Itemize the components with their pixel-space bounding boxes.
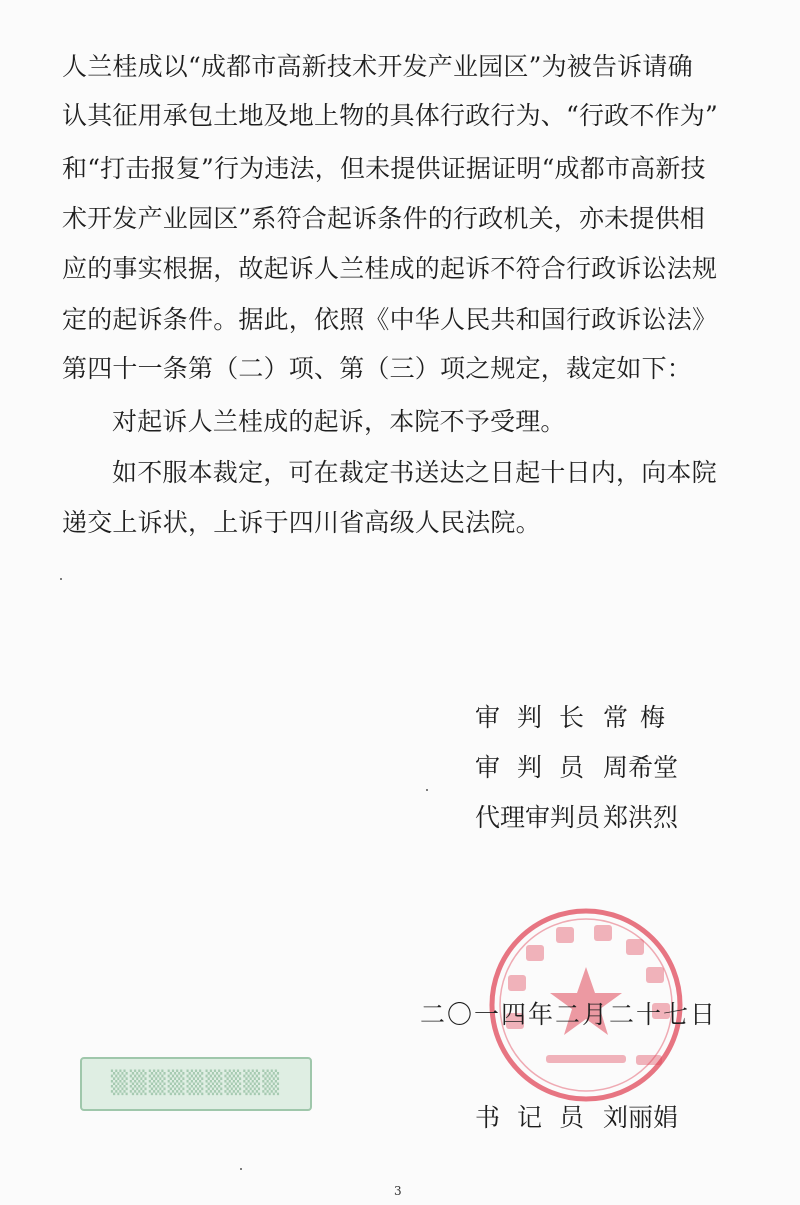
signature-presiding-judge xyxy=(475,703,715,733)
signature-name: 刘丽娟 xyxy=(603,1103,679,1132)
appeal-line-2: 递交上诉状，上诉于四川省高级人民法院。 xyxy=(62,508,541,537)
signature-acting-judge xyxy=(475,803,715,833)
signature-role: 审判员 xyxy=(475,753,602,782)
ruling-paragraph: 对起诉人兰桂成的起诉，本院不予受理。 xyxy=(112,407,566,436)
scan-speck xyxy=(60,578,62,580)
judgment-date: 二〇一四年二月二十七日 xyxy=(420,1000,718,1029)
signature-name: 郑洪烈 xyxy=(603,803,679,832)
body-line-1: 人兰桂成以“成都市高新技术开发产业园区”为被告诉请确 xyxy=(62,52,693,81)
body-line-6: 定的起诉条件。据此，依照《中华人民共和国行政诉讼法》 xyxy=(62,305,718,334)
signature-name: 周希堂 xyxy=(603,753,679,782)
signature-name: 常梅 xyxy=(603,703,678,732)
signature-judge xyxy=(475,753,715,783)
scan-speck xyxy=(240,1168,242,1170)
signature-role: 代理审判员 xyxy=(475,803,601,832)
body-line-2: 认其征用承包土地及地上物的具体行政行为、“行政不作为” xyxy=(62,101,718,130)
signature-role: 书记员 xyxy=(475,1103,602,1132)
signature-clerk xyxy=(475,1103,715,1133)
body-line-4: 术开发产业园区”系符合起诉条件的行政机关，亦未提供相 xyxy=(62,204,705,233)
stamp-texture: ▒▒▒▒▒▒▒▒▒ xyxy=(110,1071,282,1096)
body-line-3: 和“打击报复”行为违法，但未提供证据证明“成都市高新技 xyxy=(62,154,706,183)
body-line-7: 第四十一条第（二）项、第（三）项之规定，裁定如下： xyxy=(62,354,693,383)
body-line-5: 应的事实根据，故起诉人兰桂成的起诉不符合行政诉讼法规 xyxy=(62,254,718,283)
appeal-line-1: 如不服本裁定，可在裁定书送达之日起十日内，向本院 xyxy=(112,458,717,487)
page-number: 3 xyxy=(394,1184,402,1198)
signature-role: 审判长 xyxy=(475,703,602,732)
faded-stamp-block xyxy=(80,1057,312,1111)
scan-speck xyxy=(426,789,428,791)
